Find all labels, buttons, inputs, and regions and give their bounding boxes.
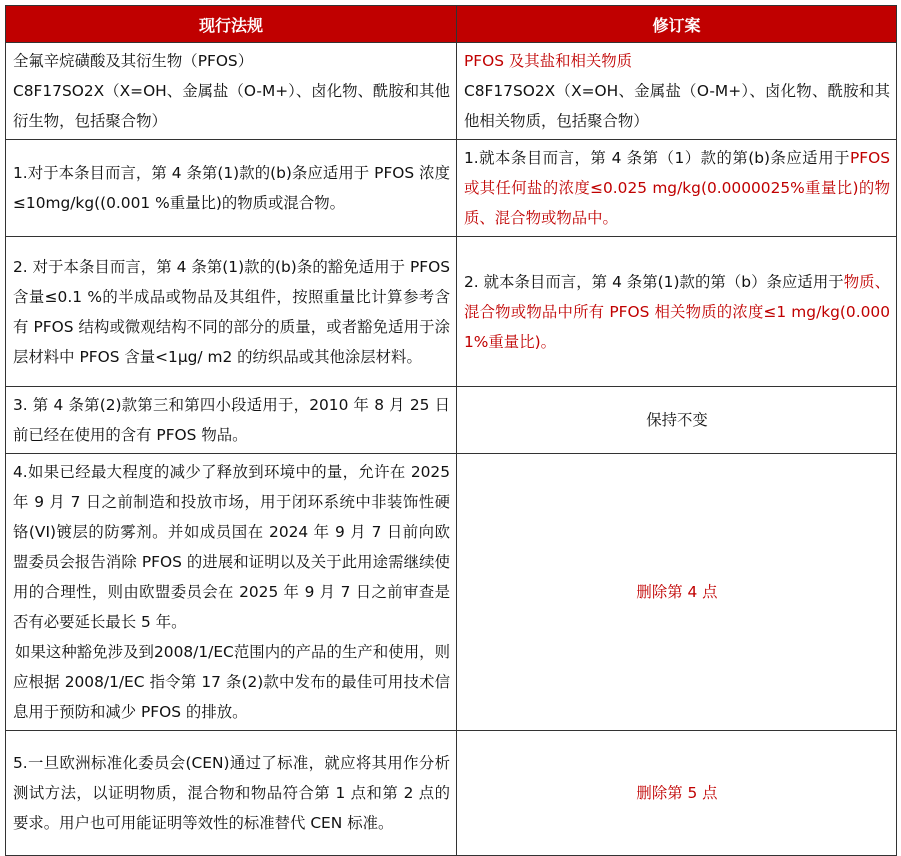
table-header-row (6, 6, 897, 43)
current-cell-point-4 (6, 454, 457, 731)
amendment-substance-name: PFOS 及其盐和相关物质 (464, 52, 633, 70)
amendment-point-1-text: 1.就本条目而言，第 4 条第（1）款的第(b)条应适用于 (464, 149, 850, 167)
amendment-substance-formula: C8F17SO2X（X=OH、金属盐（O-M+）、卤化物、酰胺和其他相关物质，包括聚合物） (464, 82, 890, 130)
amendment-cell-point-3: 保持不变 (457, 387, 897, 454)
amendment-cell-substance (457, 43, 897, 140)
header-current-regulation: 现行法规 (6, 6, 457, 43)
amendment-point-1-red-text: PFOS 或其任何盐的浓度≤0.025 mg/kg(0.0000025%重量比)的物质、混合物或物品中。 (464, 149, 890, 227)
current-point-4-para-2: 如果这种豁免涉及到2008/1/EC范围内的产品的生产和使用，则应根据 2008/1/EC 指令第 17 条(2)款中发布的最佳可用技术信息用于预防和减少 PFOS 的排放。 (13, 643, 450, 721)
table-row (6, 43, 897, 140)
current-cell-point-1: 1.对于本条目而言，第 4 条第(1)款的(b)条应适用于 PFOS 浓度≤10mg/kg((0.001 %重量比)的物质或混合物。 (6, 140, 457, 237)
amendment-cell-point-5: 删除第 5 点 (457, 731, 897, 856)
amendment-cell-point-2 (457, 237, 897, 387)
table-row (6, 237, 897, 387)
amendment-cell-point-1 (457, 140, 897, 237)
current-cell-substance (6, 43, 457, 140)
current-cell-point-5: 5.一旦欧洲标准化委员会(CEN)通过了标准，就应将其用作分析测试方法，以证明物质，混合物和物品符合第 1 点和第 2 点的要求。用户也可用能证明等效性的标准替代 CEN 标准。 (6, 731, 457, 856)
regulation-comparison-table (5, 5, 897, 856)
header-amendment: 修订案 (457, 6, 897, 43)
current-substance-formula: C8F17SO2X（X=OH、金属盐（O-M+）、卤化物、酰胺和其他衍生物，包括聚合物） (13, 82, 450, 130)
amendment-point-2-text: 2. 就本条目而言，第 4 条第(1)款的第（b）条应适用于 (464, 272, 844, 291)
table-row (6, 140, 897, 237)
table-row (6, 387, 897, 454)
current-point-4-para-1: 4.如果已经最大程度的减少了释放到环境中的量，允许在 2025 年 9 月 7 日之前制造和投放市场，用于闭环系统中非装饰性硬铬(VI)镀层的防雾剂。并如成员国在 2024 年 9 月 7 日前向欧盟委员会报告消除 PFOS 的进展和证明以及关于此用途需继续使用的合理性，则由欧盟委员会在 2025 年 9 月 7 日之前审查是否有必要延长最长 5 年。 (13, 463, 450, 631)
current-cell-point-2: 2. 对于本条目而言，第 4 条第(1)款的(b)条的豁免适用于 PFOS 含量≤0.1 %的半成品或物品及其组件，按照重量比计算参考含有 PFOS 结构或微观结构不同的部分的质量，或者豁免适用于涂层材料中 PFOS 含量<1μg/ m2 的纺织品或其他涂层材料。 (6, 237, 457, 387)
current-substance-name: 全氟辛烷磺酸及其衍生物（PFOS） (13, 52, 254, 70)
table-row (6, 731, 897, 856)
current-cell-point-3: 3. 第 4 条第(2)款第三和第四小段适用于，2010 年 8 月 25 日前已经在使用的含有 PFOS 物品。 (6, 387, 457, 454)
amendment-cell-point-4: 删除第 4 点 (457, 454, 897, 731)
amendment-point-2-red-text: 物质、混合物或物品中所有 PFOS 相关物质的浓度≤1 mg/kg(0.0001%重量比)。 (464, 272, 890, 351)
table-row (6, 454, 897, 731)
